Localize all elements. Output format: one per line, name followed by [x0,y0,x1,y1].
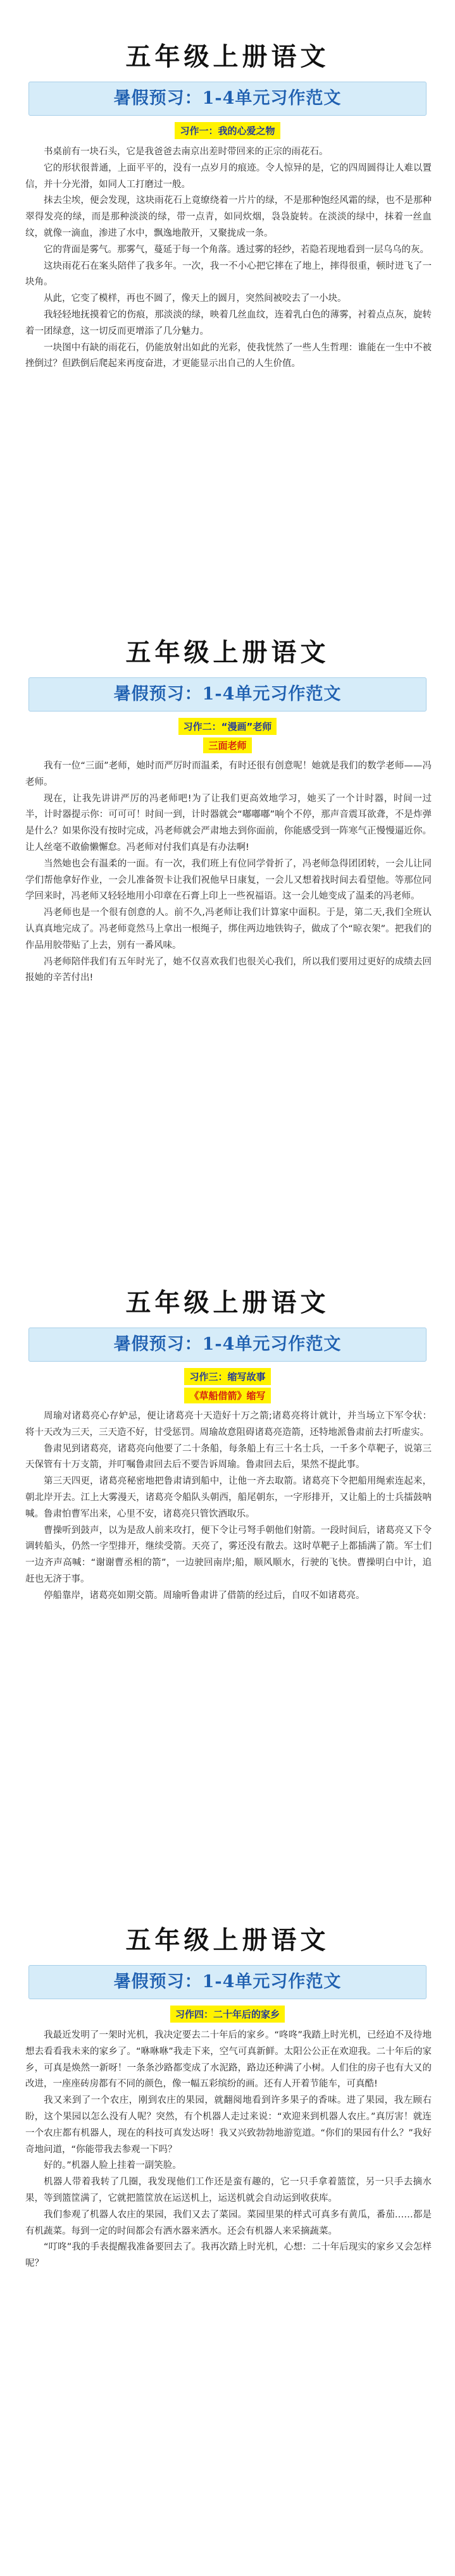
paragraph: 当然她也会有温柔的一面。有一次，我们班上有位同学骨折了，冯老师急得团团转，一会儿让同学们帮他拿好作业，一会儿准备贺卡让我们祝他早日康复，一会儿又想着找时间去看望他。等那位同学回来时，冯老师又轻轻地用小印章在石膏上印上一些祝福语。这一会儿她变成了温柔的冯老师。 [25,858,432,902]
essay-heading: 习作一：我的心爱之物 [175,122,280,139]
essay-heading: 习作四：二十年后的家乡 [170,2006,285,2023]
paragraph: 从此，它变了模样，再也不圆了，像天上的圆月，突然间被咬去了一小块。 [44,293,347,304]
paragraph: 我轻轻地抚摸着它的伤痕，那淡淡的绿，映着几丝血纹，连着乳白色的薄雾，衬着点点灰，旋转着一团绿意，这一切反而更增添了几分魅力。 [25,309,432,336]
preview-banner: 暑假预习：1-4单元习作范文 [28,1965,427,1999]
paragraph: 我们参观了机器人农庄的果园，我们又去了菜园。菜园里果的样式可真多有黄瓜，番茄……都是有机蔬菜。每到一定的时间都会有洒水器来洒水。还会有机器人来采摘蔬菜。 [25,2209,432,2236]
paragraph: 周瑜对诸葛亮心存妒忌，便让诸葛亮十天造好十万之箭;诸葛亮将计就计，并当场立下军令状：将十天改为三天，三天造不好，甘受惩罚。周瑜故意阻碍诸葛亮造箭，还特地派鲁肃前去打听虚实。 [25,1411,432,1438]
essay-body [0,144,455,373]
section-2 [0,632,455,987]
paragraph: 机器人带着我转了几圈，我发现他们工作还是蛮有趣的，它一只手拿着篮筐，另一只手去摘水果，等到篮筐满了，它就把篮筐放在运送机上，运送机就会自动运到收获库。 [25,2177,432,2203]
preview-banner: 暑假预习：1-4单元习作范文 [28,677,427,712]
paragraph: 一块图中有缺的雨花石，仍能放射出如此的光彩，使我恍然了一些人生哲理：谁能在一生中不被挫倒过？但跌倒后爬起来再度奋进，才更能显示出自己的人生价值。 [25,342,432,369]
paragraph: 抹去尘埃，便会发现，这块雨花石上竟缭绕着一片片的绿，不是那种饱经风霜的绿，也不是那种翠得发亮的绿，而是那种淡淡的绿，带一点青，如同炊烟，袅袅旋转。在淡淡的绿中，抹着一丝血纹，就像一滴血，渗进了水中，飘逸地散开，又聚拢成一条。 [25,195,432,238]
paragraph: 现在，让我先讲讲严厉的冯老师吧!为了让我们更高效地学习，她买了一个计时器，时间一过半，计时器提示你：可可可！时间一到，计时器就会“嘟嘟嘟”响个不停，那声音震耳欲聋，不是炸弹是什么？如果你没有按时完成，冯老师就会严肃地去到你面前，你能感受到一阵寒气正慢慢逼近你。让人丝毫不敢偷懒懈怠。冯老师对付我们真是有办法啊! [25,793,432,853]
essay-heading: 习作二：“漫画”老师 [178,718,277,735]
preview-banner: 暑假预习：1-4单元习作范文 [28,1328,427,1362]
paragraph: 第三天四更，诸葛亮秘密地把鲁肃请到船中，让他一齐去取箭。诸葛亮下令把船用绳索连起来，朝北岸开去。江上大雾漫天，诸葛亮令船队头朝西，船尾朝东，一字形排开，又让船上的士兵擂鼓呐喊。鲁肃怕曹军出来，心里不安，诸葛亮只管饮酒取乐。 [25,1476,432,1519]
paragraph: 冯老师陪伴我们有五年时光了，她不仅喜欢我们也很关心我们，所以我们要用过更好的成绩去回报她的辛苦付出! [25,956,432,983]
paragraph: 它的背面是雾气。那雾气，蔓延于每一个角落。透过雾的轻纱，若隐若现地看到一层乌乌的灰。 [44,244,429,255]
page-title: 五年级上册语文 [125,1288,330,1317]
paragraph: 停船靠岸，诸葛亮如期交箭。周瑜听鲁肃讲了借箭的经过后，自叹不如诸葛亮。 [44,1590,365,1601]
essay-subtitle: 《草船借箭》缩写 [184,1388,270,1403]
essay-body [0,758,455,987]
essay-body [0,1408,455,1605]
paragraph: 它的形状很普通，上面平平的，没有一点岁月的痕迹。令人惊异的是，它的四周圆得让人难以置信，并十分光滑，如同人工打磨过一般。 [25,163,432,190]
page-title: 五年级上册语文 [125,1925,330,1955]
paragraph: 这块雨花石在案头陪伴了我多年。一次，我一不小心把它摔在了地上，摔得很重，顿时迸飞了一块角。 [25,261,432,288]
page-title: 五年级上册语文 [125,42,330,71]
paragraph: 曹操听到鼓声，以为是敌人前来攻打，便下令让弓弩手朝他们射箭。一段时间后，诸葛亮又下令调转船头，仍然一字型排开，继续受箭。天亮了，雾还没有散去。这时草靶子上都插满了箭。军士们一边齐声高喊：“谢谢曹丞相的箭”，一边驶回南岸;船，顺风顺水，行驶的飞快。曹操明白中计，追赶也无济于事。 [25,1525,432,1584]
paragraph: “叮咚”我的手表提醒我准备要回去了。我再次踏上时光机，心想：二十年后现实的家乡又会怎样呢？ [25,2242,432,2269]
paragraph: 我又来到了一个农庄，刚到农庄的果园，就翻阅地看到许多果子的香味。进了果园，我左顾右盼，这个果园以怎么没有人呢？突然，有个机器人走过来说：“欢迎来到机器人农庄。”真厉害！就连一个农庄都有机器人，现在的科技可真发达呀！我又兴致勃勃地游览道。“你们的果园有什么？”我好奇地问道，“你能带我去参观一下吗？ [25,2095,432,2155]
section-3 [0,1283,455,1605]
paragraph: 好的。”机器人脸上挂着一副笑脸。 [44,2160,182,2171]
essay-body [0,2028,455,2272]
section-4 [0,1920,455,2272]
page-title: 五年级上册语文 [125,638,330,667]
essay-heading: 习作三：缩写故事 [184,1368,270,1385]
paragraph: 鲁肃见到诸葛亮，诸葛亮向他要了二十条船，每条船上有三十名士兵，一千多个草靶子，说第三天保管有十万支箭，并叮嘱鲁肃回去后不要告诉周瑜。鲁肃回去后，果然不提此事。 [25,1443,432,1470]
paragraph: 我最近发明了一架时光机，我决定要去二十年后的家乡。“咚咚”我踏上时光机，已经迫不及待地想去看看我未来的家乡了。“咻咻咻”我走下来，空气可真新鲜。太阳公公正在欢迎我。二十年后的家乡，可真是焕然一新呀！一条条沙路都变成了水泥路，路边还种满了小树。人们住的房子也有大又的改进，一座座砖房都有不同的颜色，像一幅五彩缤纷的画。还有人开着节能车，可真酷! [25,2030,432,2090]
essay-subtitle: 三面老师 [203,737,251,753]
paragraph: 我有一位“三面”老师，她时而严厉时而温柔，有时还很有创意呢！她就是我们的数学老师——冯老师。 [25,761,432,787]
section-1 [0,37,455,373]
paragraph: 冯老师也是一个很有创意的人。前不久,冯老师让我们计算家中面积。于是，第二天,我们全班认认真真地完成了。冯老师竟然马上拿出一根绳子，绑住两边地铁钩子，做成了个“晾衣架”。把我们的作品用胶带贴了上去，别有一番风味。 [25,908,432,951]
paragraph: 书桌前有一块石头，它是我爸爸去南京出差时带回来的正宗的雨花石。 [44,147,328,157]
preview-banner: 暑假预习：1-4单元习作范文 [28,82,427,116]
